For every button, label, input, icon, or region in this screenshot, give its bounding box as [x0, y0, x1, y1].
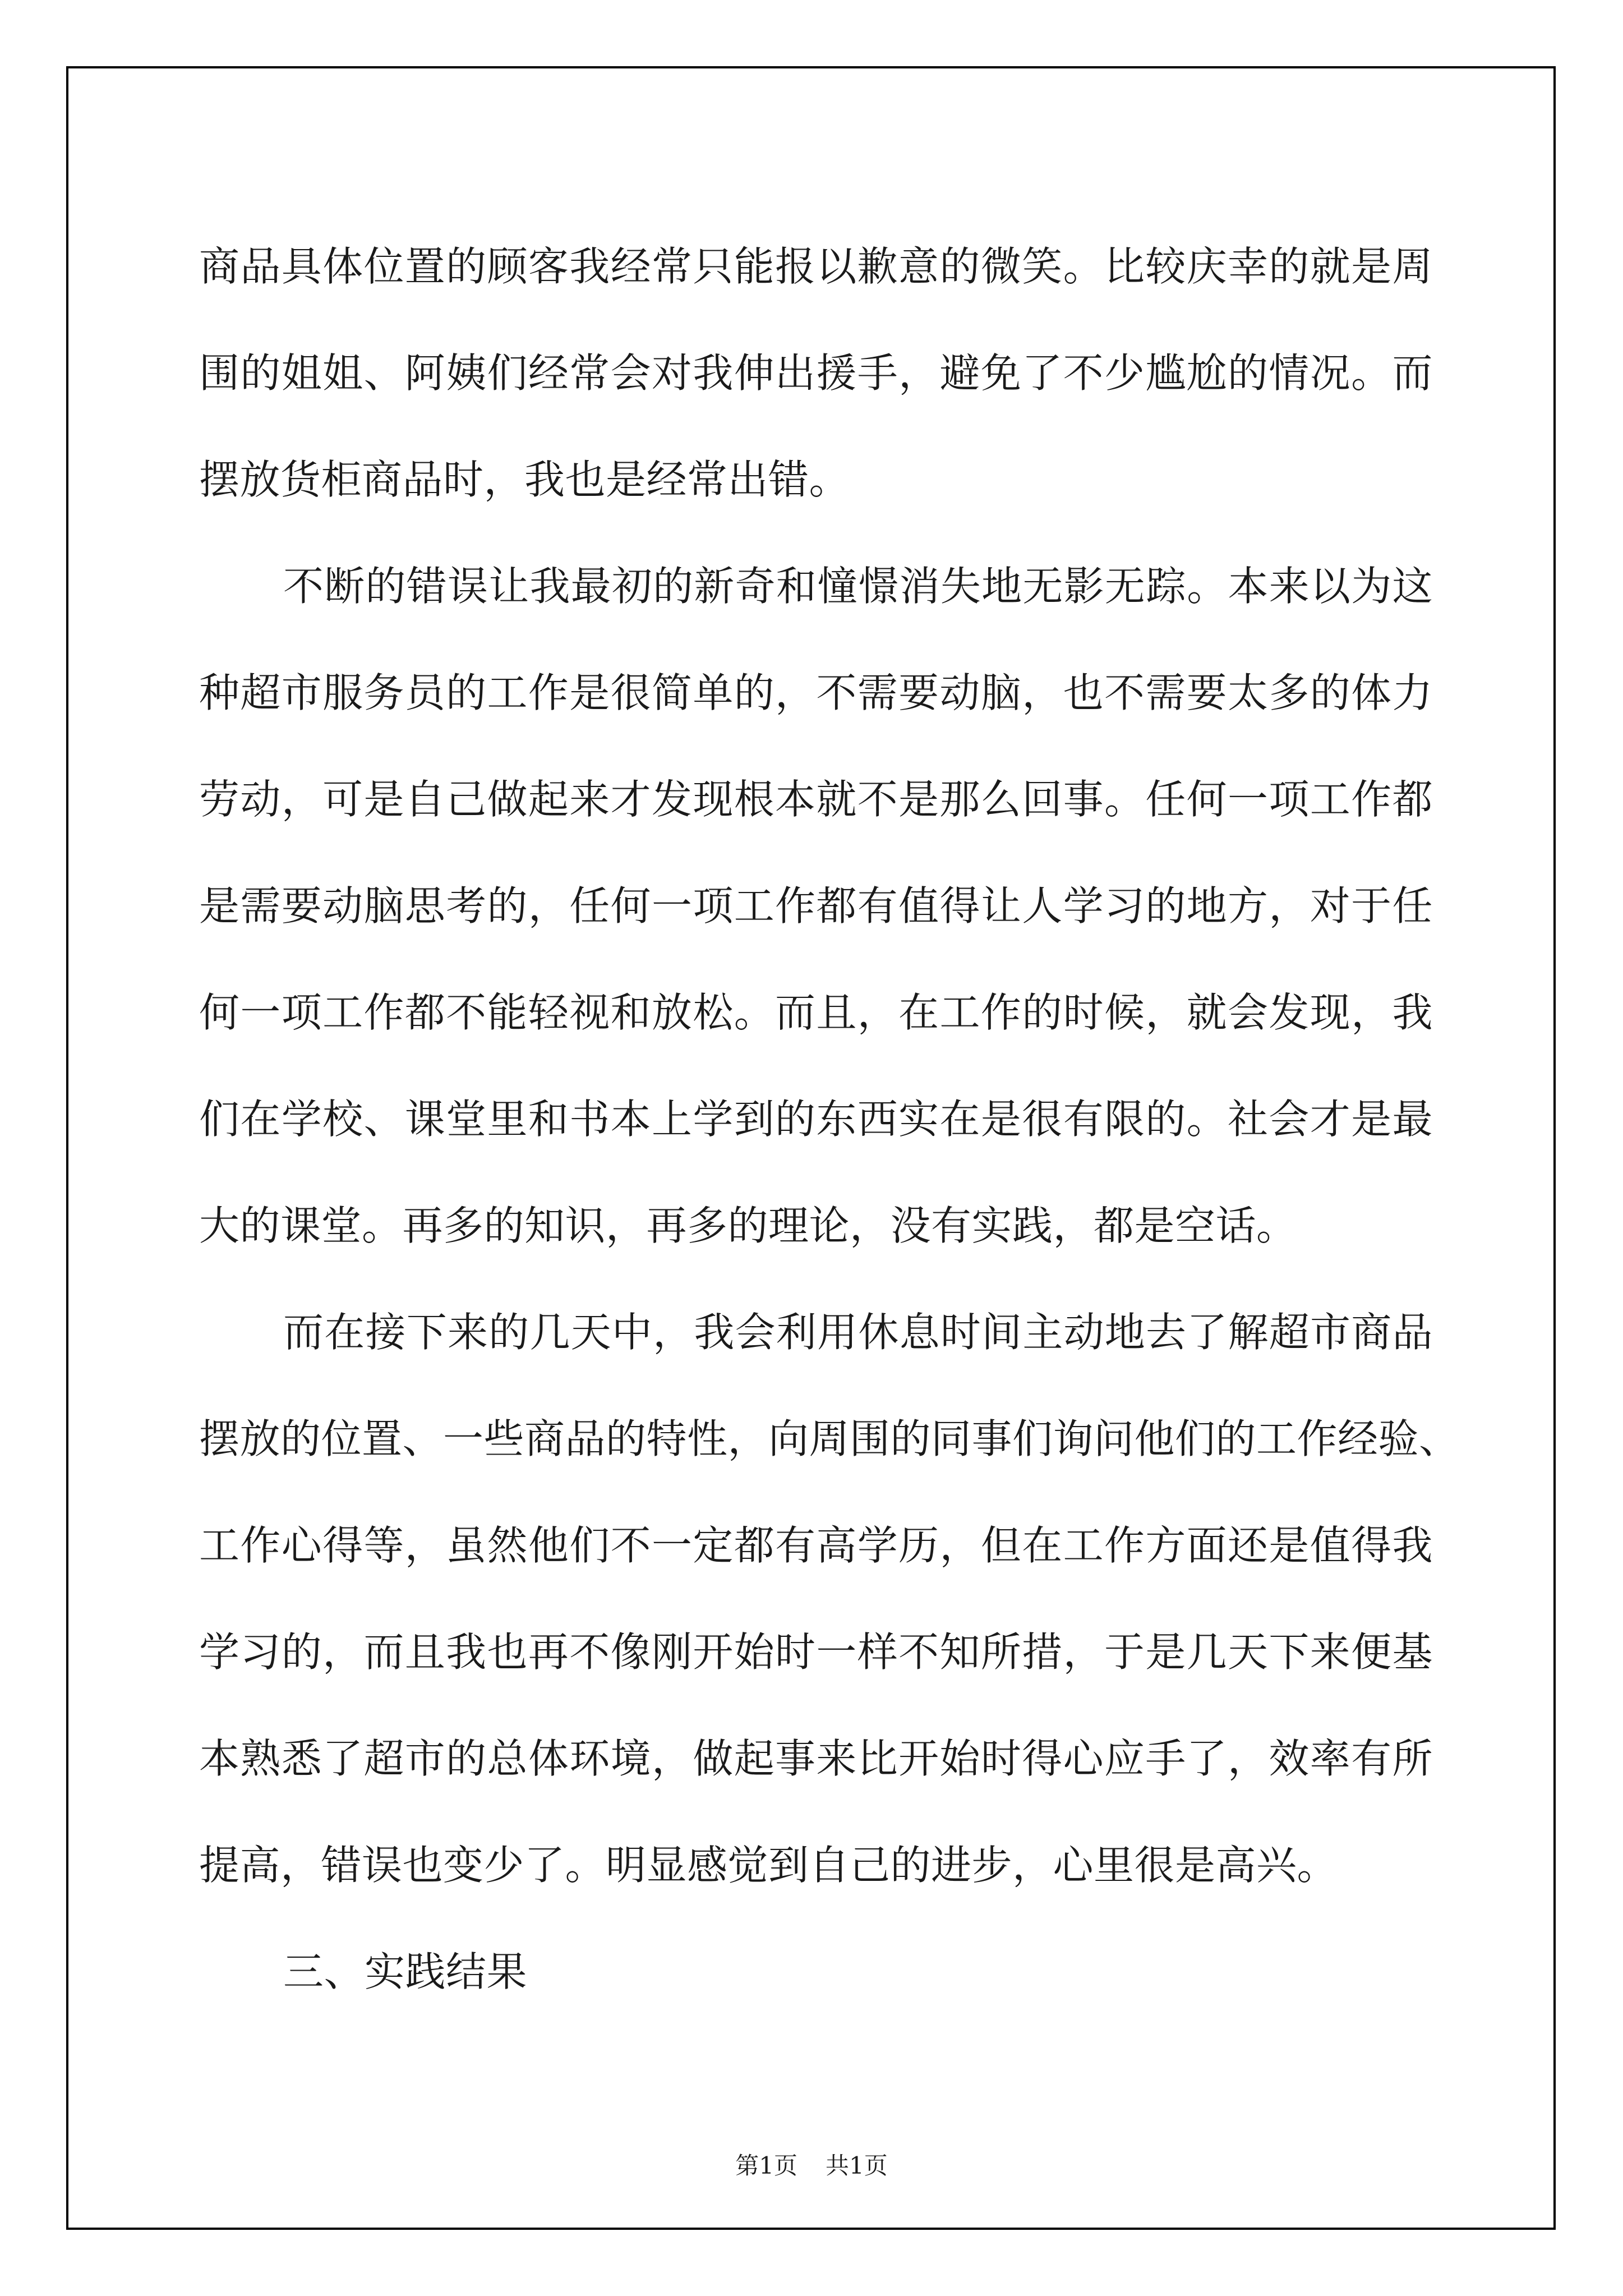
- paragraph-first-line: 不断的错误让我最初的新奇和憧憬消失地无影无踪。本来以为这: [283, 563, 1433, 610]
- text-line: 商品具体位置的顾客我经常只能报以歉意的微笑。比较庆幸的就是周: [199, 243, 1433, 290]
- text-line: 种超市服务员的工作是很简单的，不需要动脑，也不需要太多的体力: [199, 669, 1433, 716]
- page-number: 第1页: [735, 2152, 797, 2179]
- section-heading: 三、实践结果: [283, 1948, 528, 1995]
- text-line: 摆放的位置、一些商品的特性，向周围的同事们询问他们的工作经验、: [199, 1415, 1460, 1462]
- text-line: 围的姐姐、阿姨们经常会对我伸出援手，避免了不少尴尬的情况。而: [199, 349, 1433, 397]
- page-total: 共1页: [826, 2152, 888, 2179]
- text-line: 摆放货柜商品时，我也是经常出错。: [199, 456, 850, 503]
- text-line: 提高，错误也变少了。明显感觉到自己的进步，心里很是高兴。: [199, 1842, 1338, 1889]
- paragraph-first-line: 而在接下来的几天中，我会利用休息时间主动地去了解超市商品: [283, 1309, 1433, 1356]
- text-line: 大的课堂。再多的知识，再多的理论，没有实践，都是空话。: [199, 1202, 1297, 1249]
- text-line: 是需要动脑思考的，任何一项工作都有值得让人学习的地方，对于任: [199, 882, 1433, 930]
- page-footer: [0, 2154, 1623, 2178]
- document-body: [199, 213, 1460, 2025]
- text-line: 本熟悉了超市的总体环境，做起事来比开始时得心应手了，效率有所: [199, 1735, 1433, 1782]
- text-line: 工作心得等，虽然他们不一定都有高学历，但在工作方面还是值得我: [199, 1522, 1433, 1569]
- text-line: 们在学校、课堂里和书本上学到的东西实在是很有限的。社会才是最: [199, 1096, 1433, 1143]
- text-line: 何一项工作都不能轻视和放松。而且，在工作的时候，就会发现，我: [199, 989, 1433, 1036]
- text-line: 学习的，而且我也再不像刚开始时一样不知所措，于是几天下来便基: [199, 1628, 1433, 1676]
- text-line: 劳动，可是自己做起来才发现根本就不是那么回事。任何一项工作都: [199, 776, 1433, 823]
